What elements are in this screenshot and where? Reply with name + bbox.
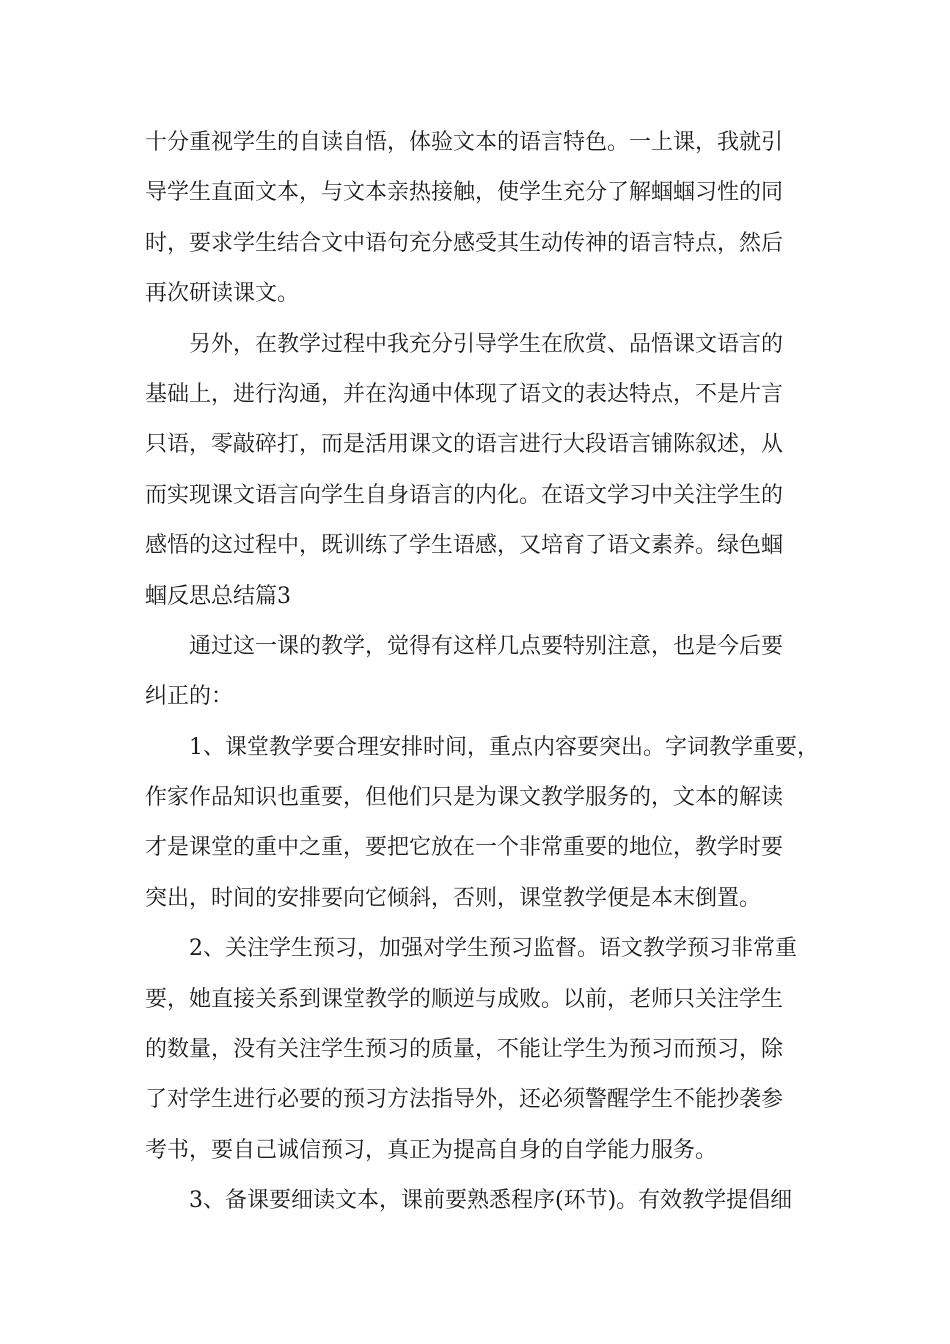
text-line: 时，要求学生结合文中语句充分感受其生动传神的语言特点，然后 — [145, 230, 784, 256]
text-line: 蝈反思总结篇3 — [145, 583, 291, 609]
text-line: 基础上，进行沟通，并在沟通中体现了语文的表达特点，不是片言 — [145, 381, 784, 407]
text-line: 才是课堂的重中之重，要把它放在一个非常重要的地位，教学时要 — [145, 835, 784, 861]
text-line: 了对学生进行必要的预习方法指导外，还必须警醒学生不能抄袭参 — [145, 1087, 784, 1113]
text-line: 再次研读课文。 — [145, 281, 300, 307]
text-line: 感悟的这过程中，既训练了学生语感，又培育了语文素养。绿色蝈 — [145, 533, 784, 559]
text-line: 十分重视学生的自读自悟，体验文本的语言特色。一上课，我就引 — [145, 130, 784, 155]
text-line: 的数量，没有关注学生预习的质量，不能让学生为预习而预习，除 — [145, 1037, 784, 1063]
text-line: 考书，要自己诚信预习，真正为提高自身的自学能力服务。 — [145, 1137, 718, 1163]
text-line: 而实现课文语言向学生自身语言的内化。在语文学习中关注学生的 — [145, 482, 784, 508]
text-line: 通过这一课的教学，觉得有这样几点要特别注意，也是今后要 — [145, 633, 784, 659]
text-line: 3、备课要细读文本，课前要熟悉程序(环节)。有效教学提倡细 — [145, 1188, 793, 1214]
text-line: 要，她直接关系到课堂教学的顺逆与成败。以前，老师只关注学生 — [145, 986, 784, 1012]
text-line: 另外，在教学过程中我充分引导学生在欣赏、品悟课文语言的 — [145, 331, 784, 357]
text-line: 导学生直面文本，与文本亲热接触，使学生充分了解蝈蝈习性的同 — [145, 180, 784, 206]
text-line: 1、课堂教学要合理安排时间，重点内容要突出。字词教学重要， — [145, 734, 819, 760]
text-line: 作家作品知识也重要，但他们只是为课文教学服务的，文本的解读 — [145, 785, 784, 811]
text-line: 只语，零敲碎打，而是活用课文的语言进行大段语言铺陈叙述，从 — [145, 432, 784, 458]
text-line: 纠正的： — [145, 684, 234, 710]
body-text — [145, 126, 819, 1235]
text-line: 2、关注学生预习，加强对学生预习监督。语文教学预习非常重 — [145, 936, 797, 962]
text-line: 突出，时间的安排要向它倾斜，否则，课堂教学便是本末倒置。 — [145, 885, 762, 911]
